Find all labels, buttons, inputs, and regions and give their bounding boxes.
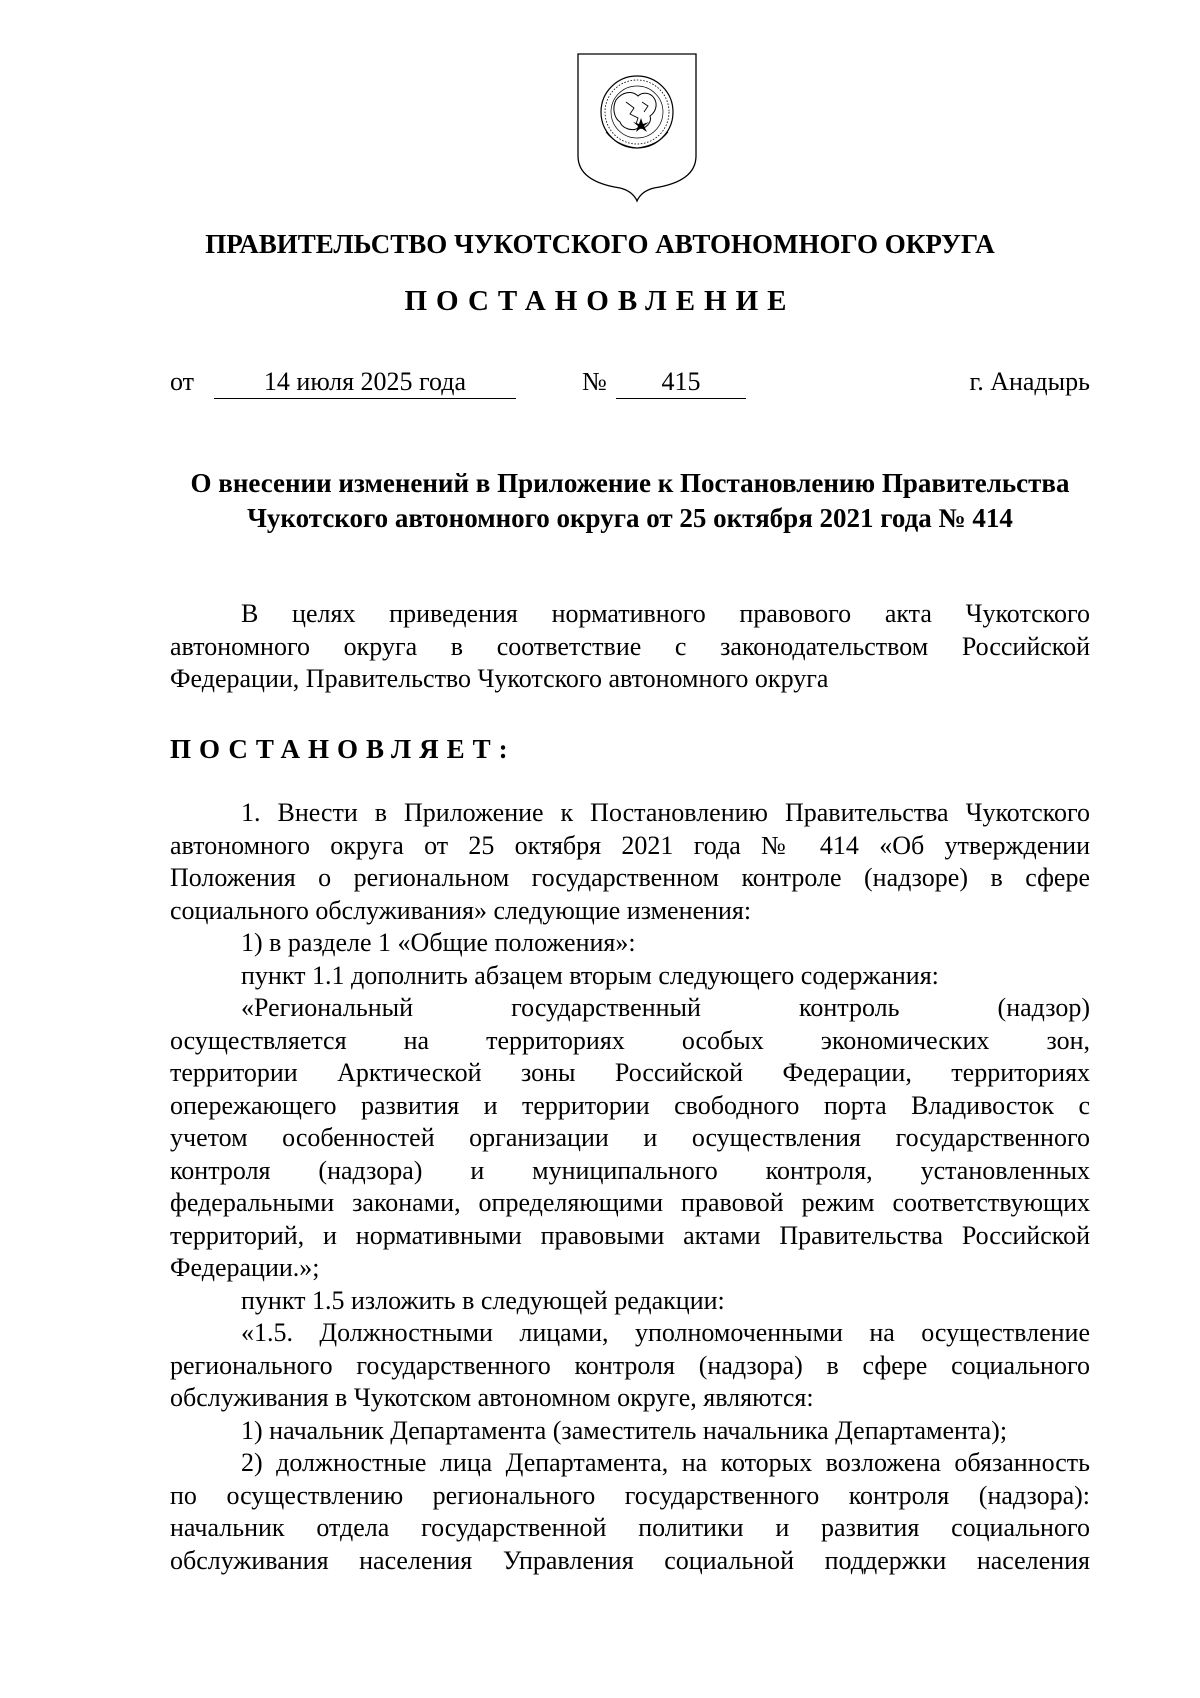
preamble [170, 598, 1090, 696]
text-line: социального обслуживания» следующие изменения: [170, 895, 752, 925]
text-line: регионального государственного контроля (надзора) в сфере социального [170, 1350, 1090, 1380]
document-subject [170, 466, 1090, 536]
chukotka-coat-of-arms-icon [576, 52, 698, 204]
text-line: учетом особенностей организации и осуществления государственного [170, 1123, 1090, 1152]
text-line: территории Арктической зоны Российской Федерации, территориях [170, 1058, 1090, 1087]
text-line: по осуществлению регионального государственного контроля (надзора): [170, 1480, 1090, 1510]
text-line: территорий, и нормативными правовыми актами Правительства Российской [170, 1220, 1090, 1250]
text-line: осуществляется на территориях особых экономических зон, [170, 1025, 1090, 1055]
from-label: от [170, 367, 195, 396]
text-line: 1) в разделе 1 «Общие положения»: [241, 928, 636, 957]
text-line: В целях приведения нормативного правового акта Чукотского [241, 599, 1090, 628]
text-line: начальник отдела государственной политики и развития социального [170, 1513, 1090, 1542]
number-label: № [582, 367, 607, 396]
document-number: 415 [616, 366, 746, 399]
text-line: автономного округа в соответствие с законодательством Российской [170, 631, 1090, 661]
text-line: контроля (надзора) и муниципального контроля, установленных [170, 1155, 1090, 1185]
document-type: ПОСТАНОВЛЕНИЕ [404, 285, 796, 317]
text-line: обслуживания в Чукотском автономном округе, являются: [170, 1383, 814, 1412]
text-line: федеральными законами, определяющими правовой режим соответствующих [170, 1188, 1090, 1217]
text-line: обслуживания населения Управления социальной поддержки населения [170, 1545, 1090, 1575]
text-line: опережающего развития и территории свободного порта Владивосток с [170, 1090, 1090, 1120]
text-line: «1.5. Должностными лицами, уполномоченными на осуществление [241, 1318, 1090, 1347]
subject-line: Чукотского автономного округа от 25 октября 2021 года № 414 [247, 503, 1013, 533]
decree-word: ПОСТАНОВЛЯЕТ: [170, 734, 516, 764]
text-line: Федерации.»; [170, 1253, 320, 1282]
government-title: ПРАВИТЕЛЬСТВО ЧУКОТСКОГО АВТОНОМНОГО ОКРУГА [205, 229, 995, 259]
text-line: 1) начальник Департамента (заместитель начальника Департамента); [241, 1415, 1008, 1445]
text-line: 2) должностные лица Департамента, на которых возложена обязанность [241, 1448, 1090, 1477]
text-line: «Региональный государственный контроль (надзор) [241, 993, 1090, 1022]
text-line: 1. Внести в Приложение к Постановлению Правительства Чукотского [241, 798, 1090, 827]
text-line: Положения о региональном государственном контроле (надзоре) в сфере [170, 863, 1090, 892]
main-text [170, 797, 1090, 1577]
text-line: автономного округа от 25 октября 2021 года № 414 «Об утверждении [170, 830, 1090, 860]
document-date: 14 июля 2025 года [214, 366, 516, 399]
subject-line: О внесении изменений в Приложение к Постановлению Правительства [190, 468, 1070, 498]
text-line: пункт 1.1 дополнить абзацем вторым следующего содержания: [241, 960, 939, 990]
text-line: пункт 1.5 изложить в следующей редакции: [241, 1285, 725, 1315]
city: г. Анадырь [969, 367, 1090, 396]
text-line: Федерации, Правительство Чукотского автономного округа [170, 664, 829, 693]
